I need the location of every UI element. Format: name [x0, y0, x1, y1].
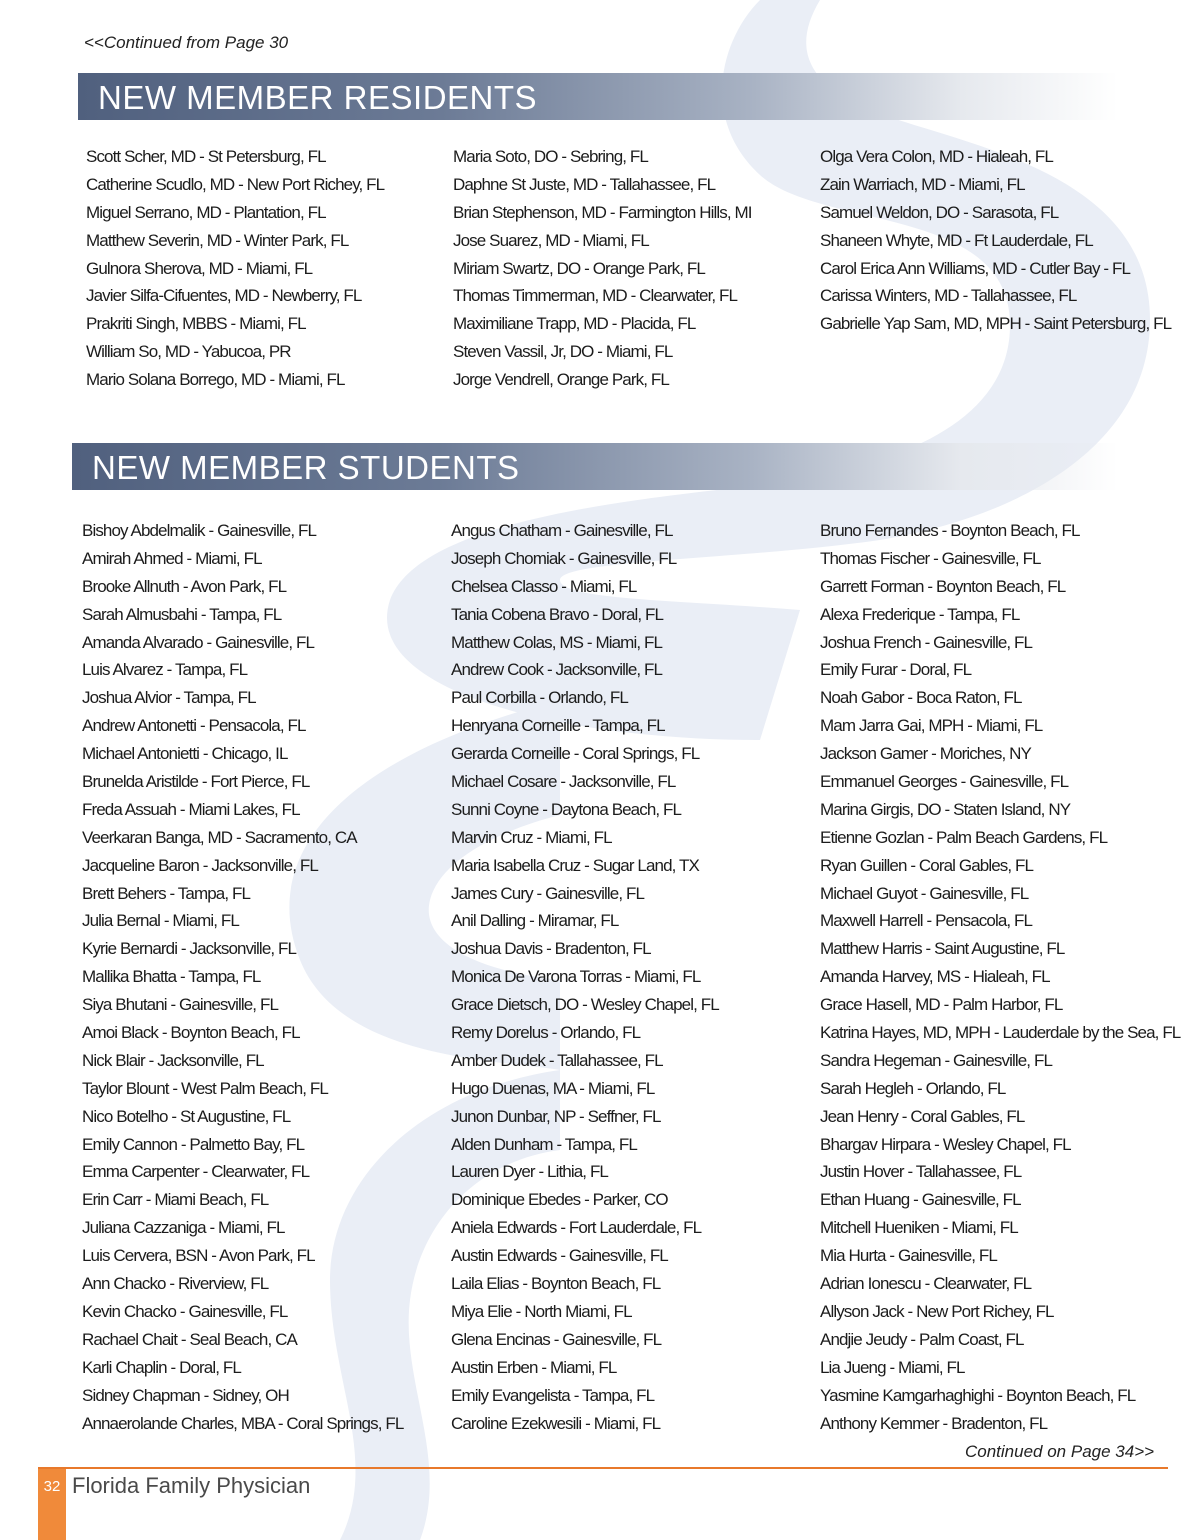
student-entry: Bishoy Abdelmalik - Gainesville, FL [82, 521, 317, 540]
student-entry: Luis Alvarez - Tampa, FL [82, 660, 248, 680]
student-entry: Lia Jueng - Miami, FL [820, 1357, 965, 1377]
residents-column-3 [820, 143, 1171, 338]
student-entry: Ethan Huang - Gainesville, FL [820, 1190, 1021, 1210]
student-entry: Austin Erben - Miami, FL [451, 1357, 617, 1377]
student-entry: Anthony Kemmer - Bradenton, FL [820, 1413, 1048, 1433]
student-entry: Bhargav Hirpara - Wesley Chapel, FL [820, 1134, 1071, 1154]
resident-entry: Maximiliane Trapp, MD - Placida, FL [453, 314, 696, 334]
student-entry: Anil Dalling - Miramar, FL [451, 911, 619, 931]
student-entry: Freda Assuah - Miami Lakes, FL [82, 799, 300, 819]
residents-section-title: NEW MEMBER RESIDENTS [98, 79, 538, 116]
student-entry: Hugo Duenas, MA - Miami, FL [451, 1078, 655, 1098]
student-entry: Katrina Hayes, MD, MPH - Lauderdale by the Sea, FL [820, 1023, 1181, 1043]
student-entry: Etienne Gozlan - Palm Beach Gardens, FL [820, 827, 1108, 847]
student-entry: Dominique Ebedes - Parker, CO [451, 1190, 668, 1210]
student-entry: Paul Corbilla - Orlando, FL [451, 688, 628, 708]
student-entry: Henryana Corneille - Tampa, FL [451, 716, 665, 736]
student-entry: Luis Cervera, BSN - Avon Park, FL [82, 1246, 315, 1266]
resident-entry: Shaneen Whyte, MD - Ft Lauderdale, FL [820, 230, 1093, 250]
publication-title: Florida Family Physician [72, 1473, 311, 1498]
student-entry: Brunelda Aristilde - Fort Pierce, FL [82, 772, 310, 792]
students-column-3 [820, 517, 1180, 1437]
student-entry: Kevin Chacko - Gainesville, FL [82, 1301, 288, 1321]
student-entry: Noah Gabor - Boca Raton, FL [820, 688, 1022, 708]
student-entry: Siya Bhutani - Gainesville, FL [82, 995, 278, 1015]
student-entry: Amber Dudek - Tallahassee, FL [451, 1050, 663, 1070]
students-section-banner [72, 443, 1118, 490]
student-entry: Joshua Alvior - Tampa, FL [82, 688, 256, 708]
student-entry: Veerkaran Banga, MD - Sacramento, CA [82, 827, 357, 847]
student-entry: Sarah Hegleh - Orlando, FL [820, 1078, 1006, 1098]
residents-column-2 [453, 143, 752, 394]
student-entry: Amanda Alvarado - Gainesville, FL [82, 632, 315, 652]
student-entry: Emma Carpenter - Clearwater, FL [82, 1162, 310, 1182]
student-entry: Andrew Cook - Jacksonville, FL [451, 660, 663, 680]
student-entry: Mia Hurta - Gainesville, FL [820, 1246, 997, 1266]
student-entry: Sidney Chapman - Sidney, OH [82, 1385, 289, 1405]
resident-entry: Carol Erica Ann Williams, MD - Cutler Bay - FL [820, 258, 1131, 278]
resident-entry: Mario Solana Borrego, MD - Miami, FL [86, 370, 345, 390]
student-entry: Austin Edwards - Gainesville, FL [451, 1246, 668, 1266]
student-entry: Allyson Jack - New Port Richey, FL [820, 1301, 1054, 1321]
resident-entry: William So, MD - Yabucoa, PR [86, 342, 291, 362]
resident-entry: Prakriti Singh, MBBS - Miami, FL [86, 314, 306, 334]
student-entry: Joshua Davis - Bradenton, FL [451, 939, 651, 959]
student-entry: Maxwell Harrell - Pensacola, FL [820, 911, 1033, 931]
resident-entry: Scott Scher, MD - St Petersburg, FL [86, 147, 326, 166]
student-entry: Bruno Fernandes - Boynton Beach, FL [820, 521, 1080, 540]
student-entry: Juliana Cazzaniga - Miami, FL [82, 1218, 285, 1238]
students-column-1 [82, 517, 403, 1437]
resident-entry: Matthew Severin, MD - Winter Park, FL [86, 230, 349, 250]
student-entry: Michael Cosare - Jacksonville, FL [451, 772, 676, 792]
student-entry: Erin Carr - Miami Beach, FL [82, 1190, 269, 1210]
footer-divider [38, 1467, 1168, 1469]
student-entry: Nico Botelho - St Augustine, FL [82, 1106, 291, 1126]
student-entry: Emily Furar - Doral, FL [820, 660, 972, 680]
student-entry: Emmanuel Georges - Gainesville, FL [820, 772, 1069, 792]
student-entry: Adrian Ionescu - Clearwater, FL [820, 1274, 1032, 1294]
resident-entry: Jorge Vendrell, Orange Park, FL [453, 370, 669, 390]
student-entry: Glena Encinas - Gainesville, FL [451, 1329, 662, 1349]
student-entry: Annaerolande Charles, MBA - Coral Springs, FL [82, 1413, 404, 1433]
student-entry: Amirah Ahmed - Miami, FL [82, 548, 262, 568]
students-section-title: NEW MEMBER STUDENTS [92, 449, 520, 486]
student-entry: Michael Guyot - Gainesville, FL [820, 883, 1029, 903]
student-entry: Taylor Blount - West Palm Beach, FL [82, 1078, 328, 1098]
student-entry: Nick Blair - Jacksonville, FL [82, 1050, 264, 1070]
resident-entry: Miriam Swartz, DO - Orange Park, FL [453, 258, 705, 278]
student-entry: Chelsea Classo - Miami, FL [451, 576, 637, 596]
student-entry: Amanda Harvey, MS - Hialeah, FL [820, 967, 1050, 987]
student-entry: Amoi Black - Boynton Beach, FL [82, 1023, 300, 1043]
student-entry: Sunni Coyne - Daytona Beach, FL [451, 799, 682, 819]
student-entry: Gerarda Corneille - Coral Springs, FL [451, 744, 700, 764]
student-entry: Laila Elias - Boynton Beach, FL [451, 1274, 661, 1294]
student-entry: Lauren Dyer - Lithia, FL [451, 1162, 608, 1182]
resident-entry: Olga Vera Colon, MD - Hialeah, FL [820, 147, 1053, 166]
residents-column-1 [86, 143, 384, 394]
resident-entry: Brian Stephenson, MD - Farmington Hills, MI [453, 202, 752, 222]
resident-entry: Thomas Timmerman, MD - Clearwater, FL [453, 286, 738, 306]
student-entry: Ryan Guillen - Coral Gables, FL [820, 855, 1034, 875]
student-entry: Miya Elie - North Miami, FL [451, 1301, 632, 1321]
students-column-2 [451, 517, 719, 1437]
resident-entry: Steven Vassil, Jr, DO - Miami, FL [453, 342, 673, 362]
student-entry: Ann Chacko - Riverview, FL [82, 1274, 269, 1294]
student-entry: Maria Isabella Cruz - Sugar Land, TX [451, 855, 699, 875]
residents-section-banner [78, 73, 1118, 120]
student-entry: Andrew Antonetti - Pensacola, FL [82, 716, 306, 736]
student-entry: Yasmine Kamgarhaghighi - Boynton Beach, FL [820, 1385, 1136, 1405]
continued-from-note: <<Continued from Page 30 [84, 33, 289, 52]
student-entry: Andjie Jeudy - Palm Coast, FL [820, 1329, 1024, 1349]
student-entry: Justin Hover - Tallahassee, FL [820, 1162, 1022, 1182]
student-entry: Emily Cannon - Palmetto Bay, FL [82, 1134, 305, 1154]
student-entry: Joshua French - Gainesville, FL [820, 632, 1033, 652]
student-entry: Sandra Hegeman - Gainesville, FL [820, 1050, 1052, 1070]
student-entry: Angus Chatham - Gainesville, FL [451, 521, 673, 540]
resident-entry: Javier Silfa-Cifuentes, MD - Newberry, FL [86, 286, 362, 306]
resident-entry: Catherine Scudlo, MD - New Port Richey, FL [86, 174, 385, 194]
student-entry: Garrett Forman - Boynton Beach, FL [820, 576, 1066, 596]
student-entry: Alexa Frederique - Tampa, FL [820, 604, 1020, 624]
student-entry: Julia Bernal - Miami, FL [82, 911, 239, 931]
student-entry: Kyrie Bernardi - Jacksonville, FL [82, 939, 297, 959]
student-entry: Remy Dorelus - Orlando, FL [451, 1023, 641, 1043]
student-entry: Junon Dunbar, NP - Seffner, FL [451, 1106, 661, 1126]
student-entry: Jean Henry - Coral Gables, FL [820, 1106, 1025, 1126]
student-entry: Aniela Edwards - Fort Lauderdale, FL [451, 1218, 702, 1238]
student-entry: Karli Chaplin - Doral, FL [82, 1357, 241, 1377]
student-entry: Emily Evangelista - Tampa, FL [451, 1385, 655, 1405]
page-number: 32 [43, 1478, 61, 1495]
resident-entry: Maria Soto, DO - Sebring, FL [453, 147, 648, 166]
student-entry: Caroline Ezekwesili - Miami, FL [451, 1413, 661, 1433]
student-entry: Michael Antonietti - Chicago, IL [82, 744, 288, 764]
continued-on-note: Continued on Page 34>> [965, 1442, 1155, 1461]
student-entry: Brooke Allnuth - Avon Park, FL [82, 576, 287, 596]
student-entry: James Cury - Gainesville, FL [451, 883, 645, 903]
student-entry: Sarah Almusbahi - Tampa, FL [82, 604, 282, 624]
student-entry: Marina Girgis, DO - Staten Island, NY [820, 799, 1071, 819]
student-entry: Grace Hasell, MD - Palm Harbor, FL [820, 995, 1063, 1015]
resident-entry: Samuel Weldon, DO - Sarasota, FL [820, 202, 1059, 222]
student-entry: Jacqueline Baron - Jacksonville, FL [82, 855, 318, 875]
student-entry: Rachael Chait - Seal Beach, CA [82, 1329, 297, 1349]
student-entry: Monica De Varona Torras - Miami, FL [451, 967, 701, 987]
student-entry: Matthew Harris - Saint Augustine, FL [820, 939, 1065, 959]
student-entry: Brett Behers - Tampa, FL [82, 883, 250, 903]
student-entry: Mam Jarra Gai, MPH - Miami, FL [820, 716, 1043, 736]
student-entry: Marvin Cruz - Miami, FL [451, 827, 612, 847]
student-entry: Thomas Fischer - Gainesville, FL [820, 548, 1041, 568]
resident-entry: Jose Suarez, MD - Miami, FL [453, 230, 649, 250]
resident-entry: Zain Warriach, MD - Miami, FL [820, 174, 1025, 194]
student-entry: Mallika Bhatta - Tampa, FL [82, 967, 261, 987]
resident-entry: Daphne St Juste, MD - Tallahassee, FL [453, 174, 716, 194]
student-entry: Joseph Chomiak - Gainesville, FL [451, 548, 677, 568]
resident-entry: Gulnora Sherova, MD - Miami, FL [86, 258, 313, 278]
student-entry: Alden Dunham - Tampa, FL [451, 1134, 637, 1154]
student-entry: Mitchell Hueniken - Miami, FL [820, 1218, 1018, 1238]
student-entry: Tania Cobena Bravo - Doral, FL [451, 604, 664, 624]
student-entry: Grace Dietsch, DO - Wesley Chapel, FL [451, 995, 719, 1015]
resident-entry: Carissa Winters, MD - Tallahassee, FL [820, 286, 1077, 306]
student-entry: Matthew Colas, MS - Miami, FL [451, 632, 663, 652]
resident-entry: Miguel Serrano, MD - Plantation, FL [86, 202, 326, 222]
student-entry: Jackson Gamer - Moriches, NY [820, 744, 1031, 764]
resident-entry: Gabrielle Yap Sam, MD, MPH - Saint Petersburg, FL [820, 314, 1172, 334]
